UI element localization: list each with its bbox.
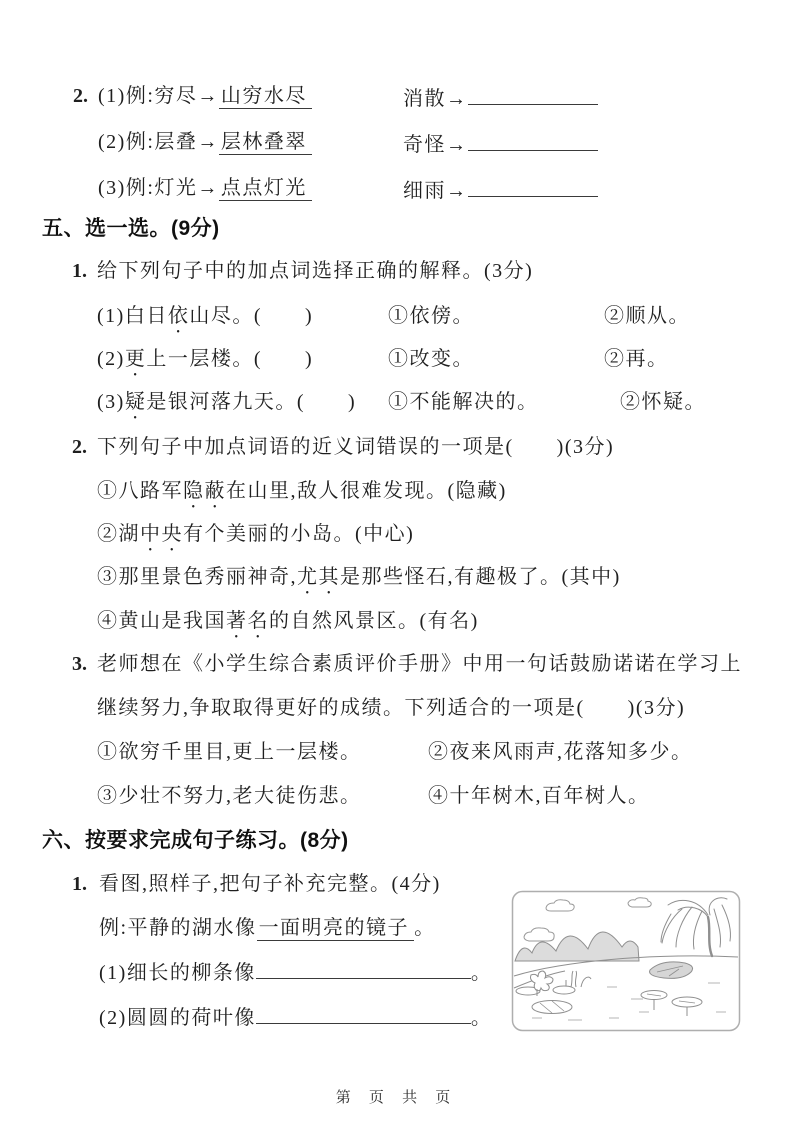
emphasized-word: 著名 [226, 610, 269, 632]
emphasized-word: 中央 [140, 523, 183, 545]
pond-scene-drawing [511, 890, 741, 1032]
q1-option-1[interactable]: ①不能解决的。 [388, 391, 539, 413]
matching-row-label: (1)例:穷尽→ 山穷水尽 [98, 84, 312, 109]
emphasized-word: 疑 [124, 391, 147, 413]
emphasized-word: 更 [124, 348, 147, 370]
matching-word-row: 消散→ [403, 84, 598, 112]
q1-row-sentence: (2)更上一层楼。( ) [97, 348, 314, 370]
q1-stem: 给下列句子中的加点词选择正确的解释。(3分) [97, 260, 534, 282]
answer-blank[interactable] [256, 1003, 471, 1024]
matching-word-row: 细雨→ [403, 176, 598, 204]
example-answer: 一面明亮的镜子 [257, 917, 415, 941]
q1-number: 1. [72, 260, 87, 282]
section6-heading: 六、按要求完成句子练习。(8分) [42, 829, 349, 852]
arrow-icon: → [197, 177, 219, 199]
q1-option-2[interactable]: ②再。 [604, 348, 669, 370]
q2-number: 2. [72, 436, 87, 458]
emphasized-word: 尤其 [297, 566, 340, 588]
q2-item[interactable]: ③那里景色秀丽神奇,尤其是那些怪石,有趣极了。(其中) [97, 566, 621, 588]
answer-blank[interactable] [468, 84, 598, 105]
q1-option-2[interactable]: ②顺从。 [604, 305, 690, 327]
q2-stem: 下列句子中加点词语的近义词错误的一项是( )(3分) [97, 436, 615, 458]
emphasized-word: 依 [167, 305, 190, 327]
s6-blank-sentence: (2)圆圆的荷叶像 。 [99, 1003, 492, 1031]
answer-paren[interactable]: ( ) [253, 348, 314, 370]
s6q1-number: 1. [72, 873, 87, 895]
arrow-icon: → [197, 131, 219, 153]
answer-blank[interactable] [468, 130, 598, 151]
matching-word-row: 奇怪→ [403, 130, 598, 158]
q1-option-1[interactable]: ①改变。 [388, 348, 474, 370]
arrow-icon: → [197, 85, 219, 107]
matching-example: 点点灯光 [219, 177, 312, 201]
q2-item[interactable]: ④黄山是我国著名的自然风景区。(有名) [97, 610, 479, 632]
pond-illustration [511, 890, 741, 1038]
q2-item[interactable]: ②湖中央有个美丽的小岛。(中心) [97, 523, 415, 545]
q1-option-1[interactable]: ①依傍。 [388, 305, 474, 327]
q3-option-3[interactable]: ③少壮不努力,老大徒伤悲。 [97, 785, 362, 807]
arrow-icon: → [446, 180, 468, 202]
s6q1-stem: 看图,照样子,把句子补充完整。(4分) [99, 873, 441, 895]
q3-stem-line2: 继续努力,争取取得更好的成绩。下列适合的一项是( )(3分) [97, 697, 686, 719]
answer-blank[interactable] [256, 958, 471, 979]
q1-row-sentence: (3)疑是银河落九天。( ) [97, 391, 357, 413]
arrow-icon: → [446, 88, 468, 110]
q3-option-4[interactable]: ④十年树木,百年树人。 [428, 785, 650, 807]
answer-paren[interactable]: ( ) [296, 391, 357, 413]
matching-example: 层林叠翠 [219, 131, 312, 155]
matching-row-label: (2)例:层叠→ 层林叠翠 [98, 130, 312, 155]
q3-option-2[interactable]: ②夜来风雨声,花落知多少。 [428, 741, 693, 763]
s6-example-sentence: 例:平静的湖水像 一面明亮的镜子 。 [99, 917, 436, 939]
arrow-icon: → [446, 134, 468, 156]
emphasized-word: 隐蔽 [183, 480, 226, 502]
q3-option-1[interactable]: ①欲穷千里目,更上一层楼。 [97, 741, 362, 763]
matching-number: 2. [73, 85, 88, 107]
q1-row-sentence: (1)白日依山尽。( ) [97, 305, 314, 327]
matching-example: 山穷水尽 [219, 85, 312, 109]
section5-heading: 五、选一选。(9分) [42, 217, 220, 240]
matching-row-label: (3)例:灯光→ 点点灯光 [98, 176, 312, 201]
q3-number: 3. [72, 653, 87, 675]
answer-paren[interactable]: ( ) [253, 305, 314, 327]
q1-option-2[interactable]: ②怀疑。 [620, 391, 706, 413]
page-footer: 第 页 共 页 [335, 1089, 458, 1106]
answer-blank[interactable] [468, 176, 598, 197]
s6-blank-sentence: (1)细长的柳条像 。 [99, 958, 492, 986]
q3-stem-line1: 老师想在《小学生综合素质评价手册》中用一句话鼓励诺诺在学习上 [97, 653, 742, 675]
q2-item[interactable]: ①八路军隐蔽在山里,敌人很难发现。(隐藏) [97, 480, 507, 502]
